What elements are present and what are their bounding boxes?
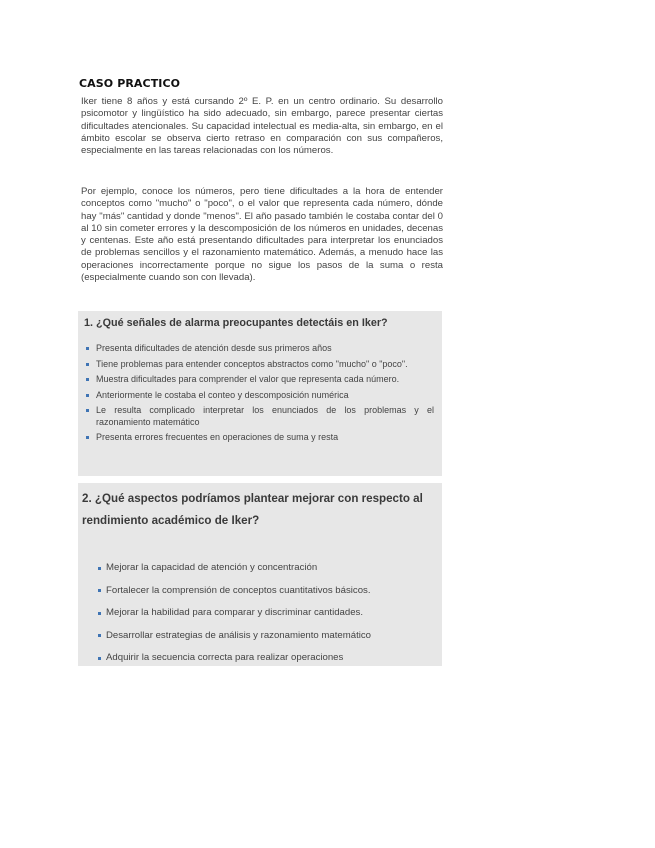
bullet-icon xyxy=(98,612,101,615)
improvement-aspects-list xyxy=(98,562,428,675)
question-1-heading: 1. ¿Qué señales de alarma preocupantes detectáis en Iker? xyxy=(84,317,388,329)
list-item: Fortalecer la comprensión de conceptos cuantitativos básicos. xyxy=(98,585,428,597)
bullet-icon xyxy=(86,436,89,439)
list-item: Adquirir la secuencia correcta para realizar operaciones xyxy=(98,652,428,664)
bullet-icon xyxy=(98,634,101,637)
alarm-signs-list xyxy=(82,343,434,448)
bullet-icon xyxy=(86,363,89,366)
question-2-box xyxy=(78,483,442,666)
bullet-icon xyxy=(98,589,101,592)
case-paragraph-2: Por ejemplo, conoce los números, pero tiene dificultades a la hora de entender conceptos como "mucho" o "poco", o el valor que representa cada número, dónde hay "más" cantidad y donde "menos". El año pasado también le costaba contar del 0 al 10 sin cometer errores y la descomposición de los números en unidades, decenas y centenas. Este año está presentando dificultades para interpretar los enunciados de problemas sencillos y el razonamiento matemático. Además, a menudo hace las operaciones incorrectamente porque no sigue los pasos de la suma o resta (especialmente cuando son con llevada). xyxy=(81,186,443,284)
question-2-heading: 2. ¿Qué aspectos podríamos plantear mejorar con respecto al rendimiento académico de Iker? xyxy=(82,492,423,527)
bullet-icon xyxy=(98,657,101,660)
bullet-icon xyxy=(86,347,89,350)
question-1-box xyxy=(78,311,442,476)
list-item: Mejorar la habilidad para comparar y discriminar cantidades. xyxy=(98,607,428,619)
bullet-icon xyxy=(86,394,89,397)
bullet-icon xyxy=(86,378,89,381)
list-item: Presenta errores frecuentes en operaciones de suma y resta xyxy=(82,432,434,444)
list-item: Desarrollar estrategias de análisis y razonamiento matemático xyxy=(98,630,428,642)
list-item: Anteriormente le costaba el conteo y descomposición numérica xyxy=(82,390,434,402)
bullet-icon xyxy=(98,567,101,570)
list-item: Mejorar la capacidad de atención y concentración xyxy=(98,562,428,574)
bullet-icon xyxy=(86,409,89,412)
case-paragraph-1: Iker tiene 8 años y está cursando 2º E. P. en un centro ordinario. Su desarrollo psicomotor y lingüístico ha sido adecuado, sin embargo, parece presentar ciertas dificultades atencionales. Su capacidad intelectual es media-alta, sin embargo, en el ámbito escolar se observa cierto retraso en comparación con sus compañeros, especialmente en las tareas relacionadas con los números. xyxy=(81,96,443,157)
list-item: Presenta dificultades de atención desde sus primeros años xyxy=(82,343,434,355)
document-title: CASO PRACTICO xyxy=(79,77,181,90)
list-item: Muestra dificultades para comprender el valor que representa cada número. xyxy=(82,374,434,386)
list-item: Tiene problemas para entender conceptos abstractos como "mucho" o "poco". xyxy=(82,359,434,371)
list-item: Le resulta complicado interpretar los enunciados de los problemas y el razonamiento matemático xyxy=(82,405,434,428)
